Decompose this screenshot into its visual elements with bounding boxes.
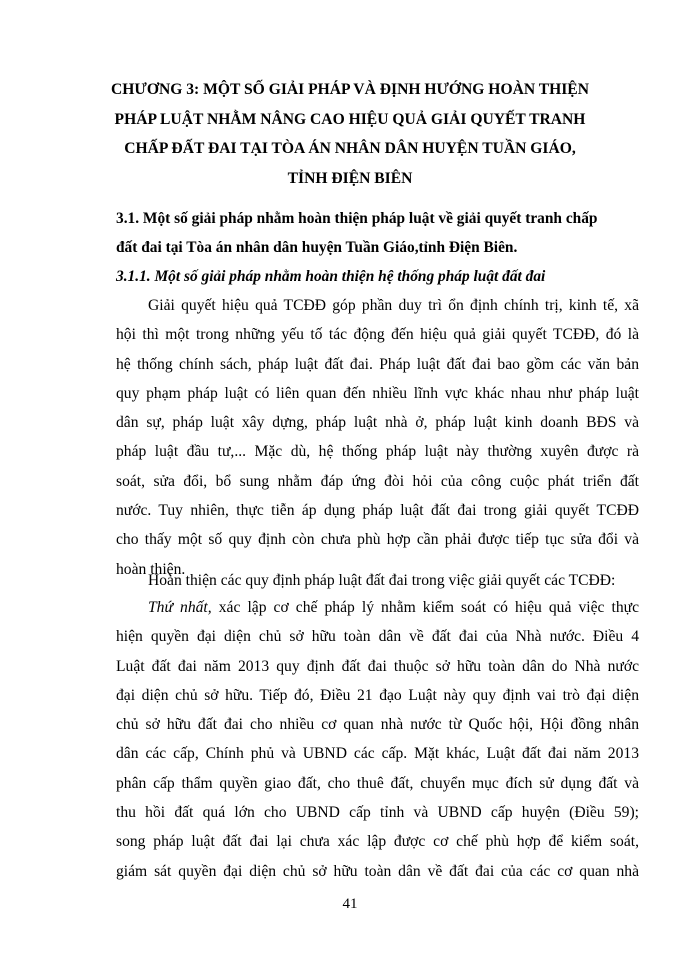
chapter-title-line: TỈNH ĐIỆN BIÊN [287,169,413,187]
text-line: thu hồi đất quá lớn cho UBND cấp tỉnh và UBND cấp huyện (Điều 59); [116,804,639,822]
text-line: đại diện chủ sở hữu. Tiếp đó, Điều 21 đạo Luật này quy định vai trò đại diện [116,686,639,704]
text-line: chủ sở hữu đất đai cho nhiều cơ quan nhà nước từ Quốc hội, Hội đồng nhân [116,716,639,734]
chapter-title [90,75,610,193]
text-line: quy phạm pháp luật có liên quan đến nhiều lĩnh vực khác nhau như pháp luật [116,384,639,402]
section-heading [116,204,636,262]
section-heading-line: đất đai tại Tòa án nhân dân huyện Tuần Giáo,tỉnh Điện Biên. [116,239,518,256]
text-line: Giải quyết hiệu quả TCĐĐ góp phần duy trì ổn định chính trị, kinh tế, xã [148,297,639,314]
text-line: phân cấp thẩm quyền giao đất, cho thuê đất, chuyển mục đích sử dụng đất và [116,774,639,792]
text-line: giám sát quyền đại diện chủ sở hữu toàn dân về đất đai của các cơ quan nhà [116,862,639,880]
text-fragment: xác lập cơ chế pháp lý nhằm kiểm soát có hiệu quả việc thực [211,599,640,616]
page-number: 41 [342,896,358,912]
chapter-title-line: CHẤP ĐẤT ĐAI TẠI TÒA ÁN NHÂN DÂN HUYỆN TUẦN GIÁO, [124,140,576,157]
chapter-title-line: CHƯƠNG 3: MỘT SỐ GIẢI PHÁP VÀ ĐỊNH HƯỚNG HOÀN THIỆN [111,81,589,98]
subsection-heading: 3.1.1. Một số giải pháp nhằm hoàn thiện hệ thống pháp luật đất đai [116,268,546,285]
lead-phrase: Thứ nhất, [148,599,212,616]
text-line: dân các cấp, Chính phủ và UBND các cấp. Mặt khác, Luật đất đai năm 2013 [116,745,639,763]
text-line: hoàn thiện. [116,560,186,578]
text-line: Luật đất đai năm 2013 quy định đất đai thuộc sở hữu toàn dân do Nhà nước [116,657,639,675]
paragraph-1 [116,291,639,584]
text-line: soát, sửa đổi, bổ sung nhằm đáp ứng đòi hỏi của công cuộc phát triển đất [116,472,639,490]
text-line: hội thì một trong những yếu tố tác động đến hiệu quả giải quyết TCĐĐ, đó là [116,326,639,344]
text-line: nước. Tuy nhiên, thực tiễn áp dụng pháp luật đất đai trong giải quyết TCĐĐ [116,502,639,520]
chapter-title-line: PHÁP LUẬT NHẰM NÂNG CAO HIỆU QUẢ GIẢI QUYẾT TRANH [114,110,586,128]
text-line: cho thấy một số quy định còn chưa phù hợp cần phải được tiếp tục sửa đổi và [116,531,639,549]
section-heading-line: 3.1. Một số giải pháp nhằm hoàn thiện pháp luật về giải quyết tranh chấp [116,210,598,227]
text-line: dân sự, pháp luật xây dựng, pháp luật nhà ở, pháp luật kinh doanh BĐS và [116,414,639,432]
paragraph-2 [116,566,639,595]
text-line [116,593,639,622]
text-line: hệ thống chính sách, pháp luật đất đai. Pháp luật đất đai bao gồm các văn bản [116,355,639,373]
text-line: Hoàn thiện các quy định pháp luật đất đai trong việc giải quyết các TCĐĐ: [148,572,616,589]
text-line: pháp luật đầu tư,... Mặc dù, hệ thống pháp luật này thường xuyên được rà [116,443,639,461]
text-line: hiện quyền đại diện chủ sở hữu toàn dân về đất đai của Nhà nước. Điều 4 [116,628,639,646]
paragraph-3 [116,593,639,886]
text-line: song pháp luật đất đai lại chưa xác lập được cơ chế phù hợp để kiểm soát, [116,833,639,851]
